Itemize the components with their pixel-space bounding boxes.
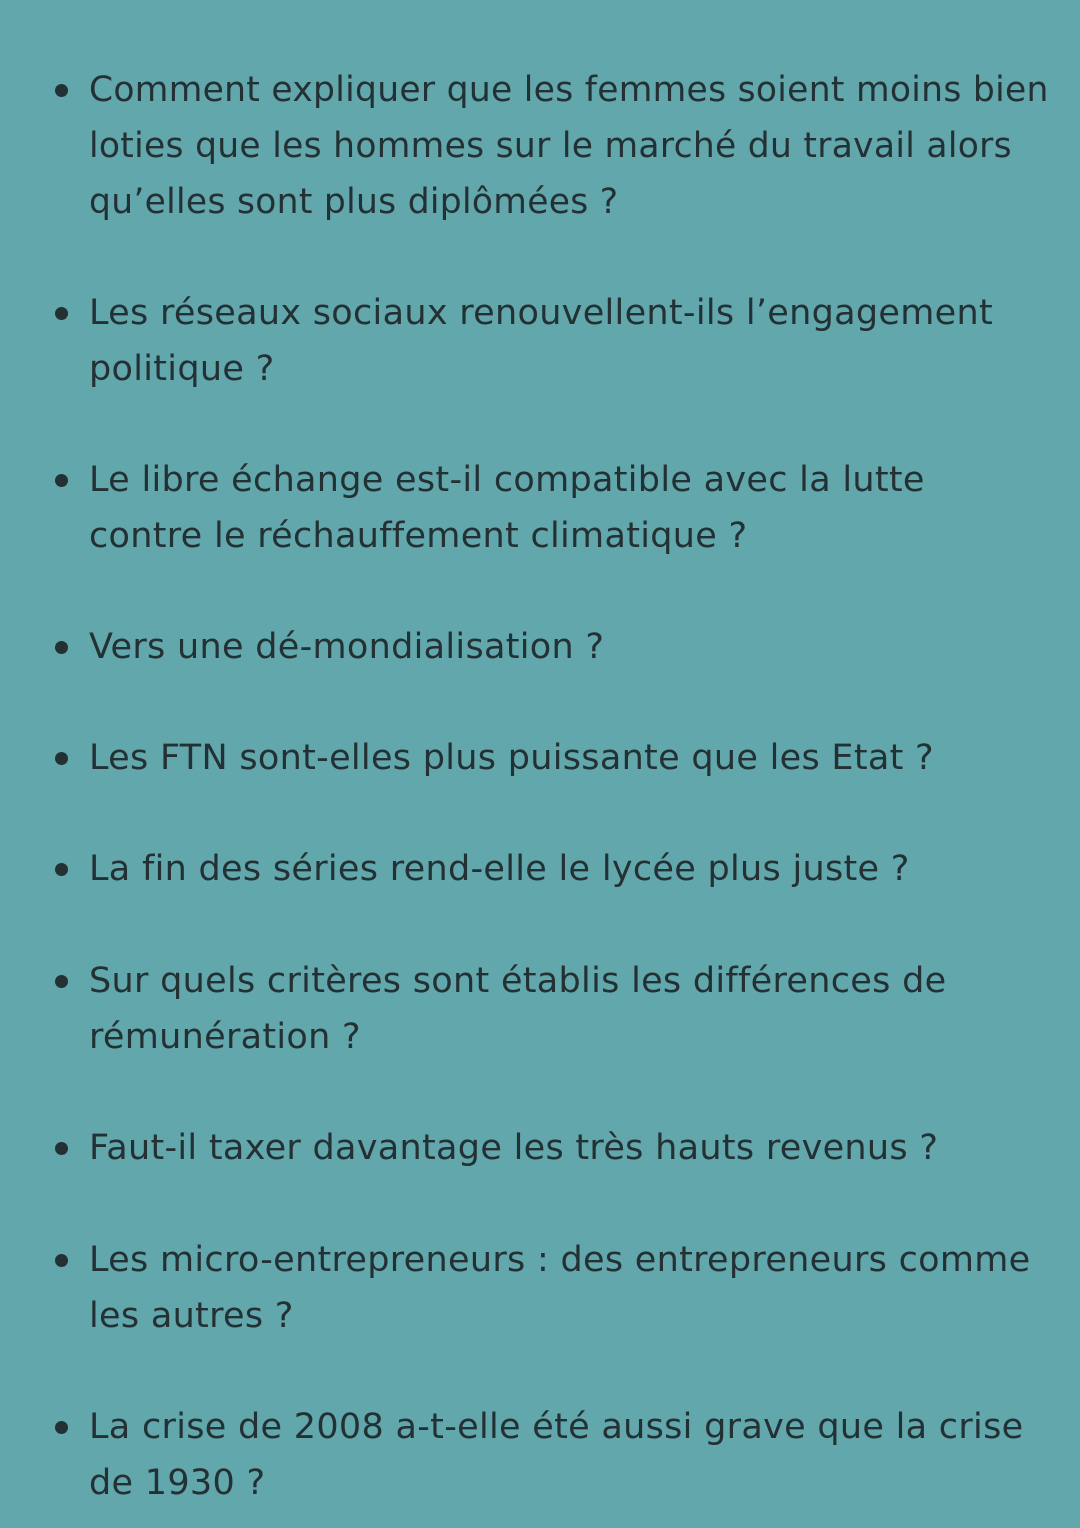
topic-text <box>89 1120 1049 1176</box>
topic-line: La fin des séries rend-elle le lycée plus juste ? <box>89 849 910 889</box>
topic-text <box>89 62 1049 230</box>
topic-line: Le libre échange est-il compatible avec la lutte <box>89 460 925 500</box>
topic-line: Faut-il taxer davantage les très hauts revenus ? <box>89 1128 939 1168</box>
bullet-icon <box>55 975 68 988</box>
bullet-icon <box>55 474 68 487</box>
bullet-icon <box>55 1254 68 1267</box>
topic-text <box>89 953 1049 1065</box>
topic-line: Sur quels critères sont établis les différences de <box>89 961 947 1001</box>
topic-line: qu’elles sont plus diplômées ? <box>89 182 619 222</box>
bullet-icon <box>55 1142 68 1155</box>
bullet-icon <box>55 641 68 654</box>
topic-line: La crise de 2008 a-t-elle été aussi grave que la crise <box>89 1407 1024 1447</box>
topic-text <box>89 452 1049 564</box>
topic-text <box>89 285 1049 397</box>
topic-text <box>89 1399 1049 1511</box>
topic-line: les autres ? <box>89 1296 294 1336</box>
topic-text <box>89 730 1049 786</box>
topic-text <box>89 1232 1049 1344</box>
topic-line: loties que les hommes sur le marché du travail alors <box>89 126 1012 166</box>
bullet-icon <box>55 307 68 320</box>
bullet-icon <box>55 84 68 97</box>
topic-line: contre le réchauffement climatique ? <box>89 516 748 556</box>
topic-line: politique ? <box>89 349 275 389</box>
bullet-icon <box>55 1421 68 1434</box>
topic-line: Vers une dé-mondialisation ? <box>89 627 605 667</box>
topic-line: Les micro-entrepreneurs : des entrepreneurs comme <box>89 1240 1031 1280</box>
topic-text <box>89 619 1049 675</box>
topic-line: Les réseaux sociaux renouvellent-ils l’engagement <box>89 293 993 333</box>
topic-line: Les FTN sont-elles plus puissante que les Etat ? <box>89 738 934 778</box>
topic-text <box>89 841 1049 897</box>
topic-line: Comment expliquer que les femmes soient moins bien <box>89 70 1049 110</box>
bullet-icon <box>55 752 68 765</box>
bullet-icon <box>55 863 68 876</box>
topic-line: rémunération ? <box>89 1017 361 1057</box>
topic-line: de 1930 ? <box>89 1463 266 1503</box>
